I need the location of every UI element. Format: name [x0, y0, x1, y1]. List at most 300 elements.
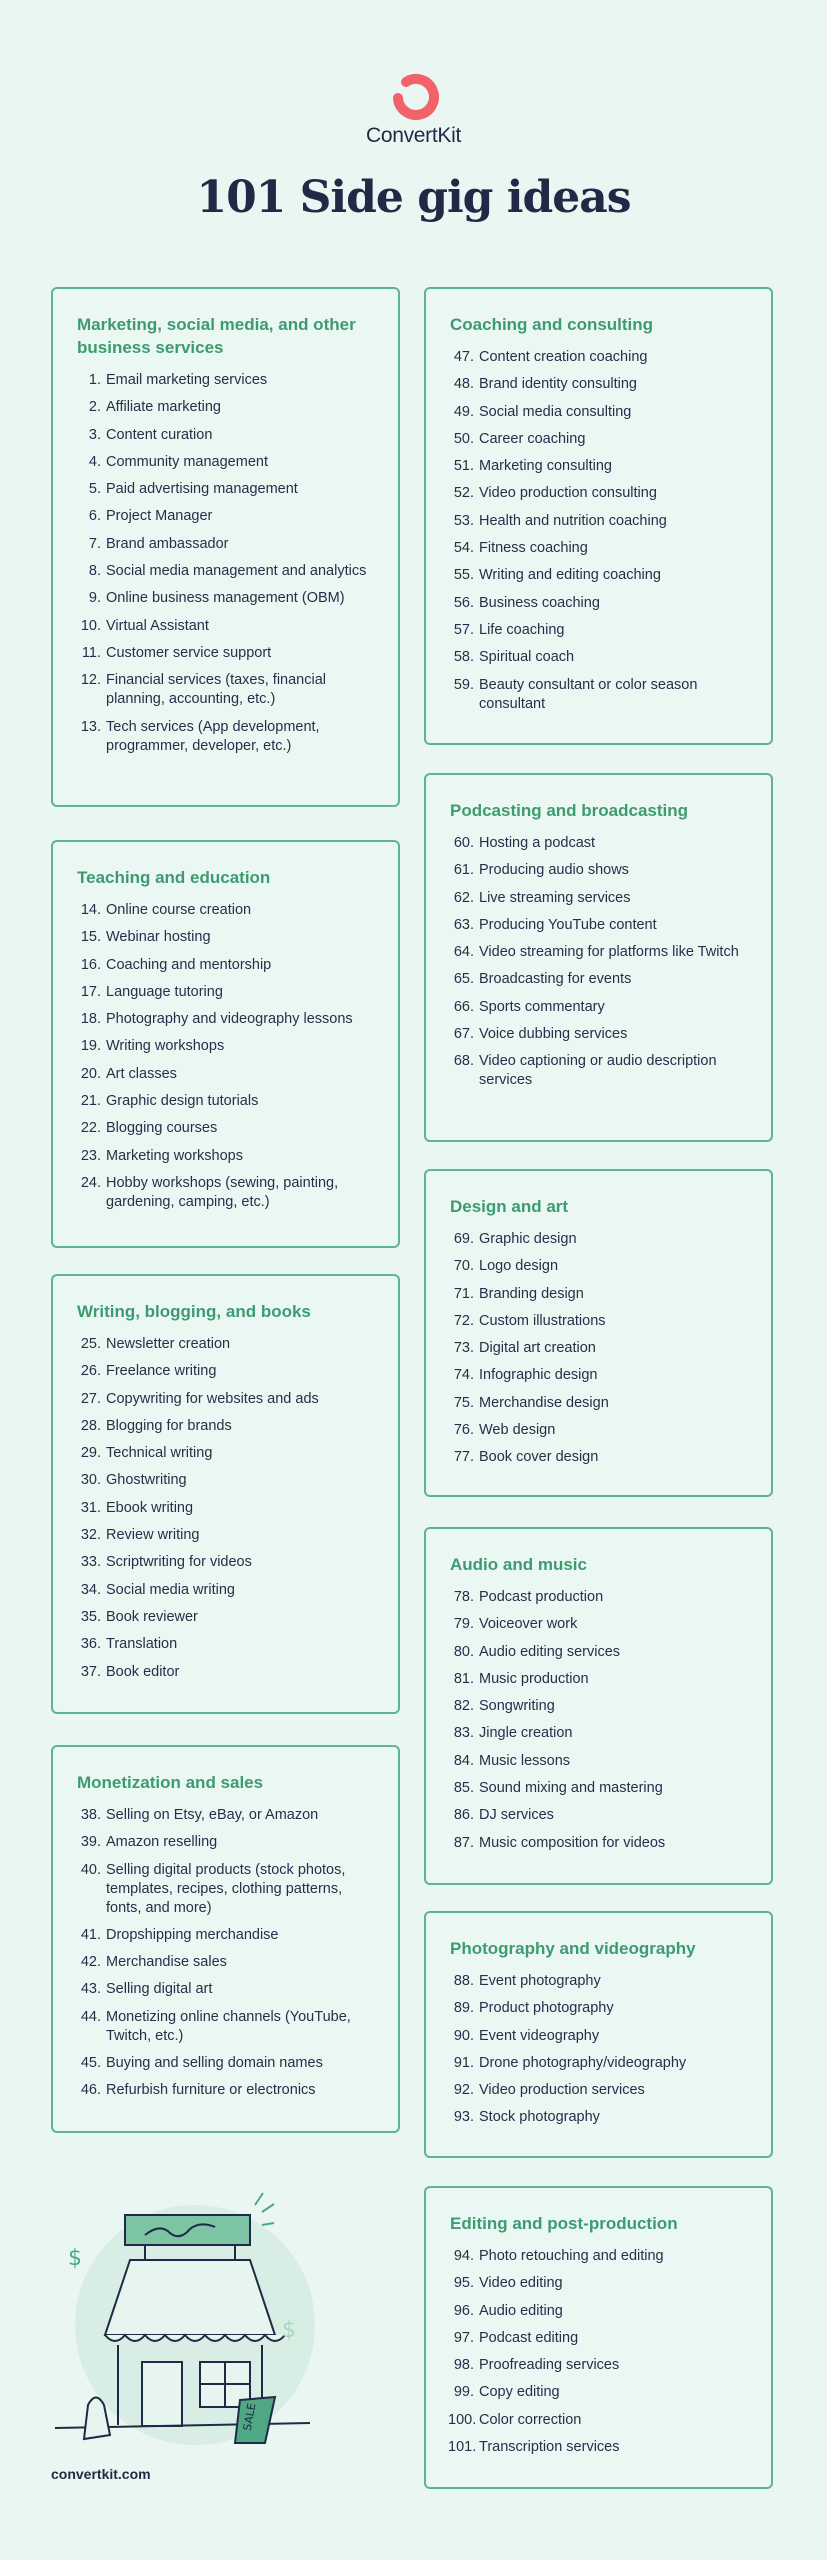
item-text: Sports commentary — [479, 998, 605, 1015]
item-number: 20. — [80, 1065, 101, 1082]
item-number: 43. — [80, 1981, 101, 1998]
list-item — [448, 1448, 749, 1467]
item-text: Live streaming services — [479, 889, 631, 906]
item-number: 4. — [88, 453, 101, 470]
item-number: 61. — [453, 862, 474, 879]
item-number: 79. — [453, 1616, 474, 1633]
list-item — [448, 1394, 749, 1413]
idea-list — [75, 371, 376, 756]
list-item — [75, 398, 376, 417]
list-item — [75, 2054, 376, 2073]
item-text: Hobby workshops (sewing, painting, gardening, camping, etc.) — [106, 1174, 339, 1210]
item-number: 55. — [453, 567, 474, 584]
item-text: Content creation coaching — [479, 349, 648, 365]
list-item — [75, 928, 376, 947]
list-item — [75, 671, 376, 709]
item-text: Affiliate marketing — [106, 399, 221, 416]
item-number: 91. — [453, 2054, 474, 2071]
item-number: 18. — [80, 1011, 101, 1028]
list-item — [448, 621, 749, 640]
list-item — [448, 566, 749, 585]
item-text: Video captioning or audio description services — [479, 1053, 717, 1089]
item-number: 83. — [453, 1725, 474, 1742]
item-number: 65. — [453, 971, 474, 988]
item-text: Drone photography/videography — [479, 2054, 687, 2071]
item-number: 97. — [453, 2329, 474, 2346]
item-number: 5. — [88, 481, 101, 498]
item-text: Customer service support — [106, 644, 272, 661]
list-item — [448, 943, 749, 962]
list-item — [75, 371, 376, 390]
item-text: Spiritual coach — [479, 649, 575, 666]
item-number: 31. — [80, 1499, 101, 1516]
list-item — [448, 1972, 749, 1991]
item-text: Virtual Assistant — [106, 617, 209, 634]
list-item — [75, 644, 376, 663]
list-item — [75, 480, 376, 499]
item-number: 80. — [453, 1643, 474, 1660]
list-item — [75, 1010, 376, 1029]
item-text: Voice dubbing services — [479, 1026, 628, 1043]
list-item — [448, 1285, 749, 1304]
item-text: Health and nutrition coaching — [479, 512, 667, 529]
item-text: Technical writing — [106, 1445, 213, 1462]
item-number: 85. — [453, 1780, 474, 1797]
list-item — [448, 2356, 749, 2375]
section-heading: Editing and post-production — [450, 2214, 678, 2233]
item-number: 44. — [80, 2008, 101, 2025]
item-text: Paid advertising management — [106, 481, 298, 498]
list-item — [75, 1362, 376, 1381]
list-item — [75, 1390, 376, 1409]
item-text: Audio editing services — [479, 1643, 621, 1660]
item-text: Online course creation — [106, 902, 252, 918]
list-item — [448, 1697, 749, 1716]
item-number: 21. — [80, 1093, 101, 1110]
item-number: 64. — [453, 944, 474, 961]
item-number: 27. — [80, 1390, 101, 1407]
list-item — [448, 1615, 749, 1634]
item-text: Songwriting — [479, 1698, 555, 1715]
list-item — [75, 1635, 376, 1654]
section-heading: Writing, blogging, and books — [77, 1302, 311, 1321]
item-number: 6. — [88, 508, 101, 525]
item-number: 95. — [453, 2275, 474, 2292]
list-item — [448, 2247, 749, 2266]
list-item — [75, 1444, 376, 1463]
list-item — [75, 1806, 376, 1825]
item-number: 50. — [453, 430, 474, 447]
item-text: Broadcasting for events — [479, 971, 632, 988]
list-item — [75, 562, 376, 581]
item-number: 45. — [80, 2055, 101, 2072]
list-item — [448, 539, 749, 558]
item-number: 17. — [80, 983, 101, 1000]
list-item — [75, 1553, 376, 1572]
list-item — [448, 1834, 749, 1853]
item-text: Book cover design — [479, 1449, 599, 1466]
list-item — [75, 1926, 376, 1945]
item-text: Community management — [106, 453, 268, 470]
item-text: Writing workshops — [106, 1038, 225, 1055]
list-item — [448, 1588, 749, 1607]
item-number: 70. — [453, 1258, 474, 1275]
item-text: Producing YouTube content — [479, 916, 657, 933]
list-item — [448, 594, 749, 613]
item-text: Beauty consultant or color season consultant — [479, 676, 698, 712]
item-number: 93. — [453, 2109, 474, 2126]
item-number: 12. — [80, 672, 101, 689]
item-number: 59. — [453, 676, 474, 693]
item-text: Stock photography — [479, 2109, 600, 2126]
item-number: 42. — [80, 1954, 101, 1971]
item-number: 10. — [80, 617, 101, 634]
list-item — [448, 457, 749, 476]
item-number: 53. — [453, 512, 474, 529]
item-text: Audio editing — [479, 2302, 563, 2319]
list-item — [75, 1663, 376, 1682]
item-number: 25. — [80, 1336, 101, 1352]
item-text: Video production consulting — [479, 485, 657, 502]
idea-list — [448, 1972, 749, 2127]
item-text: Book editor — [106, 1663, 180, 1680]
svg-text:$: $ — [282, 2318, 296, 2343]
section-heading: Monetization and sales — [77, 1773, 264, 1792]
item-text: Tech services (App development, programmer, developer, etc.) — [106, 718, 320, 754]
item-number: 82. — [453, 1698, 474, 1715]
item-number: 34. — [80, 1581, 101, 1598]
item-text: Infographic design — [479, 1367, 598, 1384]
item-number: 11. — [81, 644, 101, 661]
item-number: 2. — [88, 399, 101, 416]
item-text: Music composition for videos — [479, 1834, 666, 1851]
idea-list — [448, 1588, 749, 1853]
item-text: Social media writing — [106, 1581, 235, 1598]
item-text: Producing audio shows — [479, 862, 629, 879]
item-text: Logo design — [479, 1258, 559, 1275]
item-text: Merchandise design — [479, 1394, 609, 1411]
section-card — [424, 1169, 773, 1497]
list-item — [448, 998, 749, 1017]
footer-url[interactable]: convertkit.com — [51, 2466, 151, 2482]
item-text: Newsletter creation — [106, 1336, 231, 1352]
item-text: Financial services (taxes, financial planning, accounting, etc.) — [106, 672, 327, 708]
item-text: Podcast production — [479, 1589, 604, 1605]
item-number: 57. — [453, 621, 474, 638]
item-number: 88. — [453, 1973, 474, 1989]
item-text: Brand ambassador — [106, 535, 229, 552]
item-text: Photo retouching and editing — [479, 2248, 664, 2264]
list-item — [448, 484, 749, 503]
list-item — [448, 430, 749, 449]
list-item — [75, 1471, 376, 1490]
item-text: Selling digital products (stock photos, templates, recipes, clothing patterns, fonts, and more) — [106, 1861, 346, 1916]
item-number: 90. — [453, 2027, 474, 2044]
item-text: Proofreading services — [479, 2357, 620, 2374]
list-item — [75, 617, 376, 636]
list-item — [75, 426, 376, 445]
item-number: 98. — [453, 2357, 474, 2374]
section-heading: Marketing, social media, and other business services — [77, 315, 356, 357]
item-text: Online business management (OBM) — [106, 590, 345, 607]
item-number: 62. — [453, 889, 474, 906]
item-text: Art classes — [106, 1065, 177, 1082]
idea-list — [75, 1335, 376, 1682]
item-number: 36. — [80, 1636, 101, 1653]
section-heading: Design and art — [450, 1197, 569, 1216]
section-heading: Photography and videography — [450, 1939, 696, 1958]
item-text: Blogging courses — [106, 1120, 218, 1137]
item-number: 56. — [453, 594, 474, 611]
list-item — [448, 1724, 749, 1743]
list-item — [75, 2008, 376, 2046]
list-item — [75, 507, 376, 526]
section-card — [424, 1911, 773, 2158]
item-number: 96. — [453, 2302, 474, 2319]
list-item — [448, 2302, 749, 2321]
idea-list — [448, 348, 749, 714]
list-item — [75, 901, 376, 920]
item-number: 94. — [453, 2248, 474, 2264]
idea-list — [75, 1806, 376, 2100]
list-item — [448, 375, 749, 394]
section-card — [51, 1274, 400, 1714]
item-text: Refurbish furniture or electronics — [106, 2082, 316, 2099]
item-number: 28. — [80, 1417, 101, 1434]
list-item — [75, 1608, 376, 1627]
list-item — [448, 676, 749, 714]
page-title: 101 Side gig ideas — [196, 172, 631, 223]
list-item — [448, 512, 749, 531]
item-number: 77. — [453, 1449, 474, 1466]
section-heading: Coaching and consulting — [450, 315, 654, 334]
item-number: 72. — [453, 1312, 474, 1329]
item-text: Coaching and mentorship — [106, 956, 272, 973]
item-number: 99. — [453, 2384, 474, 2401]
list-item — [448, 2054, 749, 2073]
section-heading: Teaching and education — [77, 868, 271, 887]
list-item — [448, 1052, 749, 1090]
list-item — [448, 2383, 749, 2402]
list-item — [75, 1147, 376, 1166]
item-number: 68. — [453, 1053, 474, 1070]
section-card — [51, 287, 400, 807]
item-text: Video editing — [479, 2275, 563, 2292]
list-item — [448, 861, 749, 880]
item-number: 51. — [453, 458, 474, 475]
list-item — [448, 834, 749, 853]
item-text: Webinar hosting — [106, 929, 211, 946]
item-number: 74. — [453, 1367, 474, 1384]
section-card — [51, 1745, 400, 2133]
list-item — [448, 2411, 749, 2430]
item-number: 30. — [80, 1472, 101, 1489]
item-number: 67. — [453, 1026, 474, 1043]
list-item — [75, 2081, 376, 2100]
item-text: Writing and editing coaching — [479, 567, 661, 584]
item-number: 33. — [80, 1554, 101, 1571]
item-text: Amazon reselling — [106, 1834, 218, 1851]
item-text: Selling digital art — [106, 1981, 213, 1998]
list-item — [75, 718, 376, 756]
list-item — [448, 1025, 749, 1044]
section-card — [424, 2186, 773, 2489]
item-text: Blogging for brands — [106, 1417, 232, 1434]
item-text: Ebook writing — [106, 1499, 194, 1516]
item-number: 48. — [453, 376, 474, 393]
list-item — [75, 1174, 376, 1212]
item-text: Marketing workshops — [106, 1147, 243, 1164]
item-text: Copywriting for websites and ads — [106, 1390, 319, 1407]
item-text: Video streaming for platforms like Twitch — [479, 944, 739, 961]
item-number: 60. — [453, 835, 474, 851]
list-item — [75, 1065, 376, 1084]
item-number: 29. — [80, 1445, 101, 1462]
list-item — [448, 1752, 749, 1771]
list-item — [448, 1312, 749, 1331]
item-text: DJ services — [479, 1807, 554, 1824]
item-text: Event photography — [479, 1973, 601, 1989]
item-number: 19. — [80, 1038, 101, 1055]
item-number: 41. — [80, 1926, 101, 1943]
list-item — [448, 1999, 749, 2018]
item-number: 26. — [80, 1363, 101, 1380]
list-item — [448, 2274, 749, 2293]
item-number: 13. — [80, 718, 101, 735]
item-text: Social media management and analytics — [106, 563, 367, 580]
item-text: Event videography — [479, 2027, 600, 2044]
item-number: 58. — [453, 649, 474, 666]
item-text: Career coaching — [479, 430, 586, 447]
item-number: 71. — [453, 1285, 474, 1302]
item-text: Fitness coaching — [479, 540, 588, 557]
list-item — [448, 1366, 749, 1385]
section-card — [51, 840, 400, 1248]
item-number: 69. — [453, 1231, 474, 1247]
item-text: Podcast editing — [479, 2329, 579, 2346]
item-text: Copy editing — [479, 2384, 560, 2401]
item-text: Business coaching — [479, 594, 600, 611]
list-item — [75, 956, 376, 975]
item-text: Content curation — [106, 426, 213, 443]
sale-sign-text: SALE — [240, 2402, 259, 2432]
item-text: Digital art creation — [479, 1340, 596, 1357]
item-text: Branding design — [479, 1285, 584, 1302]
convertkit-logo-icon — [384, 64, 444, 120]
list-item — [448, 970, 749, 989]
item-text: Music production — [479, 1670, 589, 1687]
item-text: Project Manager — [106, 508, 213, 525]
list-item — [448, 2027, 749, 2046]
list-item — [75, 1037, 376, 1056]
item-number: 47. — [453, 349, 474, 365]
item-text: Color correction — [479, 2411, 582, 2428]
item-number: 101. — [448, 2439, 477, 2456]
item-number: 40. — [80, 1861, 101, 1878]
item-number: 100. — [448, 2411, 477, 2428]
item-number: 14. — [80, 902, 101, 918]
item-text: Web design — [479, 1422, 556, 1439]
item-number: 84. — [453, 1752, 474, 1769]
list-item — [448, 648, 749, 667]
list-item — [75, 535, 376, 554]
item-number: 15. — [80, 929, 101, 946]
list-item — [75, 1953, 376, 1972]
list-item — [75, 1119, 376, 1138]
list-item — [448, 1670, 749, 1689]
item-number: 73. — [453, 1340, 474, 1357]
list-item — [448, 1230, 749, 1249]
list-item — [75, 589, 376, 608]
item-number: 24. — [80, 1174, 101, 1191]
list-item — [448, 1421, 749, 1440]
item-number: 52. — [453, 485, 474, 502]
list-item — [448, 916, 749, 935]
list-item — [75, 1980, 376, 1999]
list-item — [448, 403, 749, 422]
list-item — [448, 1806, 749, 1825]
item-text: Graphic design tutorials — [106, 1093, 259, 1110]
item-text: Freelance writing — [106, 1363, 217, 1380]
section-heading: Audio and music — [450, 1555, 587, 1574]
list-item — [75, 1526, 376, 1545]
list-item — [448, 1779, 749, 1798]
item-text: Email marketing services — [106, 372, 268, 388]
brand-name: ConvertKit — [365, 124, 462, 147]
item-text: Social media consulting — [479, 403, 632, 420]
storefront-illustration — [50, 2185, 330, 2455]
list-item — [75, 983, 376, 1002]
list-item — [75, 1335, 376, 1354]
item-text: Life coaching — [479, 621, 565, 638]
list-item — [75, 1499, 376, 1518]
list-item — [448, 2081, 749, 2100]
item-number: 54. — [453, 540, 474, 557]
item-number: 78. — [453, 1589, 474, 1605]
item-text: Music lessons — [479, 1752, 571, 1769]
item-number: 35. — [80, 1608, 101, 1625]
item-text: Ghostwriting — [106, 1472, 187, 1489]
item-text: Product photography — [479, 2000, 614, 2017]
item-text: Review writing — [106, 1527, 200, 1544]
item-text: Merchandise sales — [106, 1954, 227, 1971]
section-card — [424, 287, 773, 745]
item-number: 81. — [453, 1670, 474, 1687]
item-number: 66. — [453, 998, 474, 1015]
item-text: Voiceover work — [479, 1616, 578, 1633]
item-text: Translation — [106, 1636, 178, 1653]
item-text: Monetizing online channels (YouTube, Twitch, etc.) — [106, 2008, 351, 2044]
item-number: 37. — [80, 1663, 101, 1680]
list-item — [75, 1417, 376, 1436]
item-number: 22. — [80, 1120, 101, 1137]
list-item — [448, 1643, 749, 1662]
section-card — [424, 773, 773, 1142]
item-text: Book reviewer — [106, 1608, 198, 1625]
item-number: 38. — [80, 1807, 101, 1823]
item-number: 3. — [88, 426, 101, 443]
list-item — [75, 1833, 376, 1852]
list-item — [448, 2438, 749, 2457]
item-number: 86. — [453, 1807, 474, 1824]
svg-text:$: $ — [68, 2246, 82, 2271]
item-number: 39. — [80, 1834, 101, 1851]
item-text: Jingle creation — [479, 1725, 573, 1742]
item-text: Transcription services — [479, 2439, 620, 2456]
item-text: Dropshipping merchandise — [106, 1926, 279, 1943]
item-number: 76. — [453, 1422, 474, 1439]
item-text: Brand identity consulting — [479, 376, 637, 393]
